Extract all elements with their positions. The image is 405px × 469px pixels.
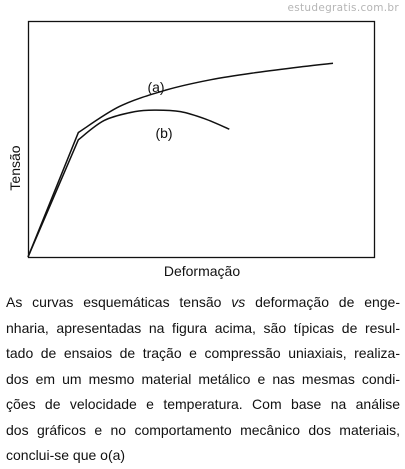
paragraph-line: As curvas esquemáticas tensão vs deformação de enge- — [6, 294, 401, 310]
question-paragraph — [6, 290, 400, 469]
series-line-a — [28, 63, 333, 257]
x-axis-label: Deformação — [163, 263, 241, 279]
y-axis-label: Tensão — [7, 145, 23, 191]
paragraph-line: dos gráficos e no comportamento mecânico dos materiais, — [6, 421, 400, 438]
series-label-a: (a) — [147, 79, 165, 95]
series-label-b: (b) — [155, 125, 173, 141]
paragraph-line: dos em um mesmo material metálico e nas mesmas condi- — [6, 370, 400, 387]
paragraph-line: conclui-se que o(a) — [6, 447, 126, 463]
paragraph-line: ções de velocidade e temperatura. Com base na análise — [6, 396, 400, 412]
emphasis-text: vs — [231, 294, 246, 310]
watermark: estudegratis.com.br — [287, 2, 399, 14]
plot-frame — [29, 22, 375, 258]
paragraph-line: nharia, apresentadas na figura acima, são típicas de resul- — [6, 319, 400, 336]
paragraph-line: tado de ensaios de tração e compressão uniaxiais, realiza- — [6, 345, 400, 361]
